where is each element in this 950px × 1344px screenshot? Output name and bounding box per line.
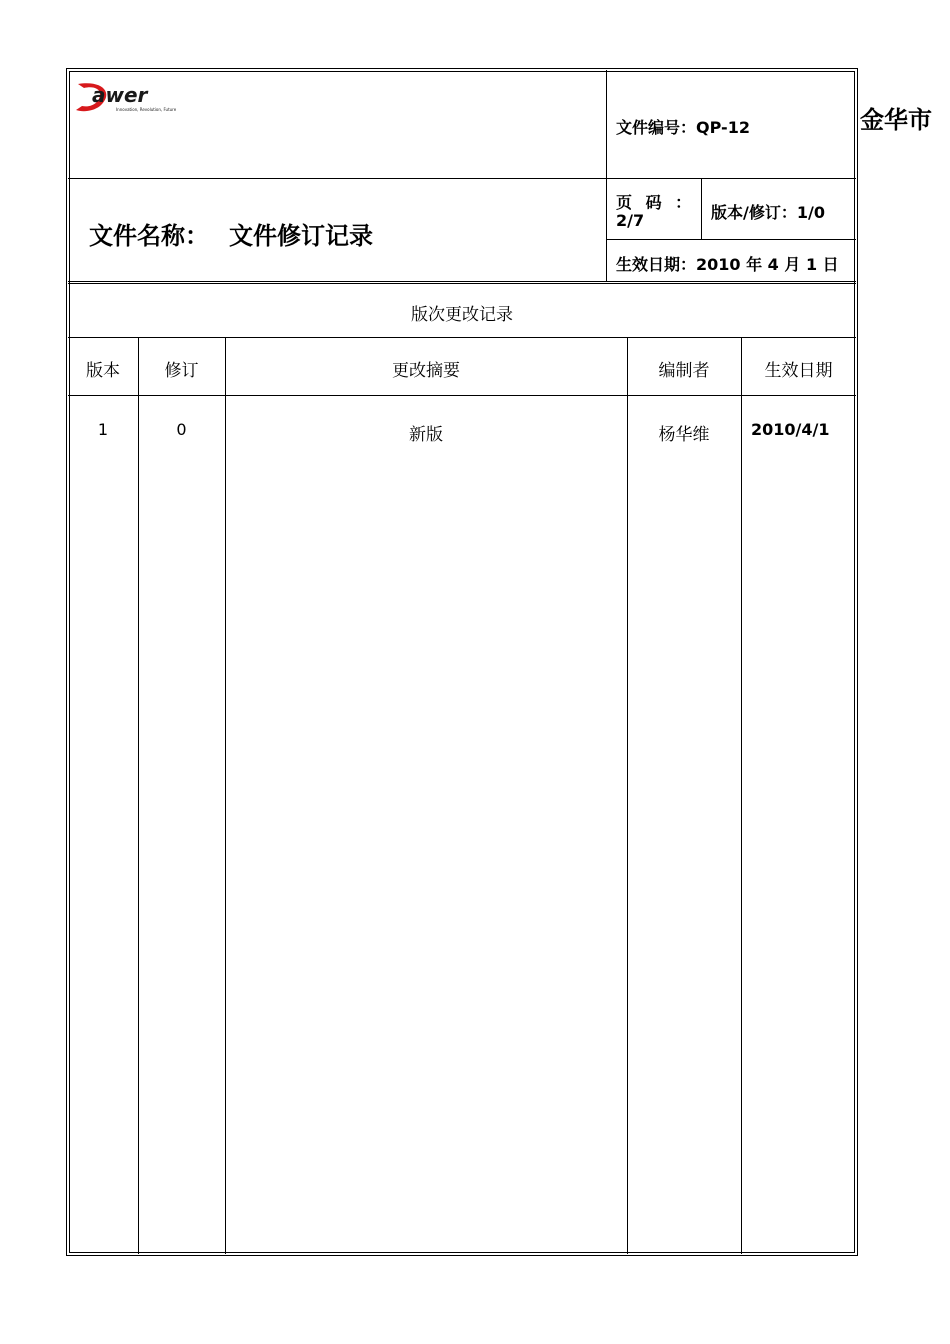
column-header-author: 编制者 <box>658 361 710 381</box>
svg-text:Innovation, Revolution, Future: Innovation, Revolution, Future <box>116 107 177 112</box>
header-bottom-line-1 <box>68 281 856 282</box>
column-header-summary: 更改摘要 <box>392 361 460 381</box>
column-divider-3 <box>627 337 628 1254</box>
company-logo <box>74 80 192 114</box>
doc-name-label: 文件名称： <box>89 222 209 250</box>
page-value: 2/7 <box>616 211 645 230</box>
table-title-divider <box>68 337 856 338</box>
column-divider-4 <box>741 337 742 1254</box>
header-divider-page-version <box>701 178 702 239</box>
table-cell-effective-date: 2010/4/1 <box>751 420 830 439</box>
svg-text:awer: awer <box>92 83 148 107</box>
page-label: 页 码 ： <box>616 193 696 212</box>
table-cell-revision: 0 <box>176 420 187 439</box>
header-bottom-line-2 <box>68 283 856 284</box>
header-divider-2 <box>606 239 856 240</box>
header-divider-vertical <box>606 70 607 282</box>
column-divider-2 <box>225 337 226 1254</box>
doc-name-value: 文件修订记录 <box>229 222 373 250</box>
column-header-version: 版本 <box>86 361 120 381</box>
company-title: 金华市 <box>860 106 932 134</box>
effective-date: 生效日期：2010 年 4 月 1 日 <box>616 255 839 274</box>
version-revision: 版本/修订：1/0 <box>711 203 825 222</box>
table-cell-author: 杨华维 <box>658 425 710 445</box>
table-cell-summary: 新版 <box>409 425 443 445</box>
record-table-title: 版次更改记录 <box>411 305 513 325</box>
column-header-effective-date: 生效日期 <box>764 361 833 381</box>
column-divider-1 <box>138 337 139 1254</box>
table-header-divider <box>68 395 856 396</box>
column-header-revision: 修订 <box>164 361 199 381</box>
doc-number: 文件编号：QP-12 <box>616 118 750 137</box>
table-cell-version: 1 <box>97 420 109 439</box>
header-divider-1 <box>68 178 856 179</box>
